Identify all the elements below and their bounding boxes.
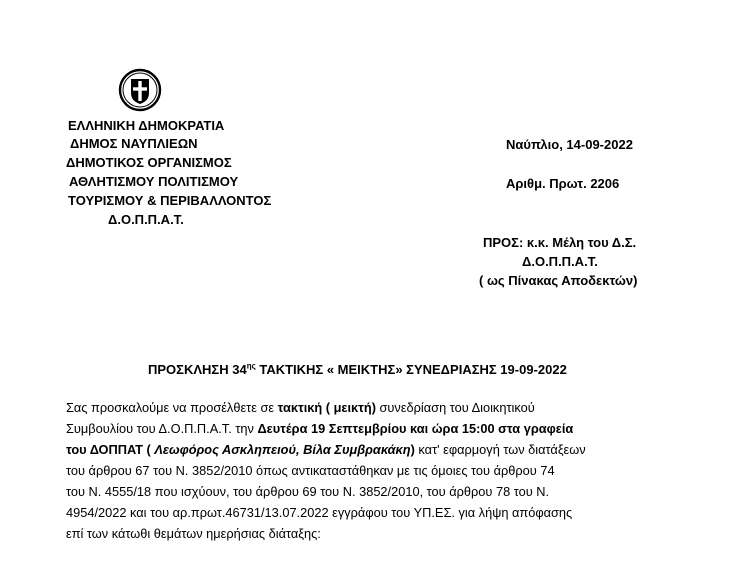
- title-superscript: ης: [246, 361, 256, 371]
- body-text: Σας προσκαλούμε να προσέλθετε σε: [66, 400, 278, 415]
- document-date: Ναύπλιο, 14-09-2022: [506, 137, 633, 152]
- meeting-place-prefix: του ΔΟΠΠΑΤ (: [66, 442, 155, 457]
- title-text-start: ΠΡΟΣΚΛΗΣΗ 34: [148, 362, 247, 377]
- body-text: συνεδρίαση του Διοικητικού: [375, 400, 535, 415]
- org-line-4: ΑΘΛΗΤΙΣΜΟΥ ΠΟΛΙΤΙΣΜΟΥ: [69, 174, 239, 189]
- body-line-6: 4954/2022 και του αρ.πρωτ.46731/13.07.2022 εγγράφου του ΥΠ.ΕΣ. για λήψη απόφασης: [66, 505, 573, 520]
- org-line-2: ΔΗΜΟΣ ΝΑΥΠΛΙΕΩΝ: [70, 136, 198, 151]
- greek-coat-of-arms-icon: [118, 68, 162, 112]
- recipients-line-2: Δ.Ο.Π.Π.Α.Τ.: [522, 254, 598, 269]
- meeting-type: τακτική ( μεικτή): [277, 400, 376, 415]
- org-line-6: Δ.Ο.Π.Π.Α.Τ.: [108, 212, 184, 227]
- recipients-line-1: ΠΡΟΣ: κ.κ. Μέλη του Δ.Σ.: [483, 235, 637, 250]
- protocol-number: Αριθμ. Πρωτ. 2206: [506, 176, 620, 191]
- meeting-address: Λεωφόρος Ασκληπειού, Βίλα Συμβρακάκη: [154, 442, 411, 457]
- meeting-datetime: Δευτέρα 19 Σεπτεμβρίου και ώρα 15:00 στα γραφεία: [257, 421, 574, 436]
- org-line-1: ΕΛΛΗΝΙΚΗ ΔΗΜΟΚΡΑΤΙΑ: [68, 118, 225, 133]
- org-line-5: ΤΟΥΡΙΣΜΟΥ & ΠΕΡΙΒΑΛΛΟΝΤΟΣ: [68, 193, 272, 208]
- title-text-end: ΤΑΚΤΙΚΗΣ « ΜΕΙΚΤΗΣ» ΣΥΝΕΔΡΙΑΣΗΣ 19-09-2022: [255, 362, 567, 377]
- recipients-line-3: ( ως Πίνακας Αποδεκτών): [479, 273, 638, 288]
- meeting-place-suffix: ): [410, 442, 415, 457]
- body-line-5: του Ν. 4555/18 που ισχύουν, του άρθρου 69 του Ν. 3852/2010, του άρθρου 78 του Ν.: [66, 484, 550, 499]
- org-line-3: ΔΗΜΟΤΙΚΟΣ ΟΡΓΑΝΙΣΜΟΣ: [66, 155, 232, 170]
- body-line-4: του άρθρου 67 του Ν. 3852/2010 όπως αντικαταστάθηκαν με τις όμοιες του άρθρου 74: [66, 463, 555, 478]
- body-line-2: [66, 419, 573, 440]
- invitation-title: [148, 362, 567, 377]
- body-text: Συμβουλίου του Δ.Ο.Π.Π.Α.Τ. την: [66, 421, 258, 436]
- body-line-7: επί των κάτωθι θεμάτων ημερήσιας διάταξης:: [66, 526, 321, 541]
- body-text: κατ' εφαρμογή των διατάξεων: [414, 442, 586, 457]
- body-line-1: [66, 398, 535, 419]
- body-line-3: [66, 440, 586, 461]
